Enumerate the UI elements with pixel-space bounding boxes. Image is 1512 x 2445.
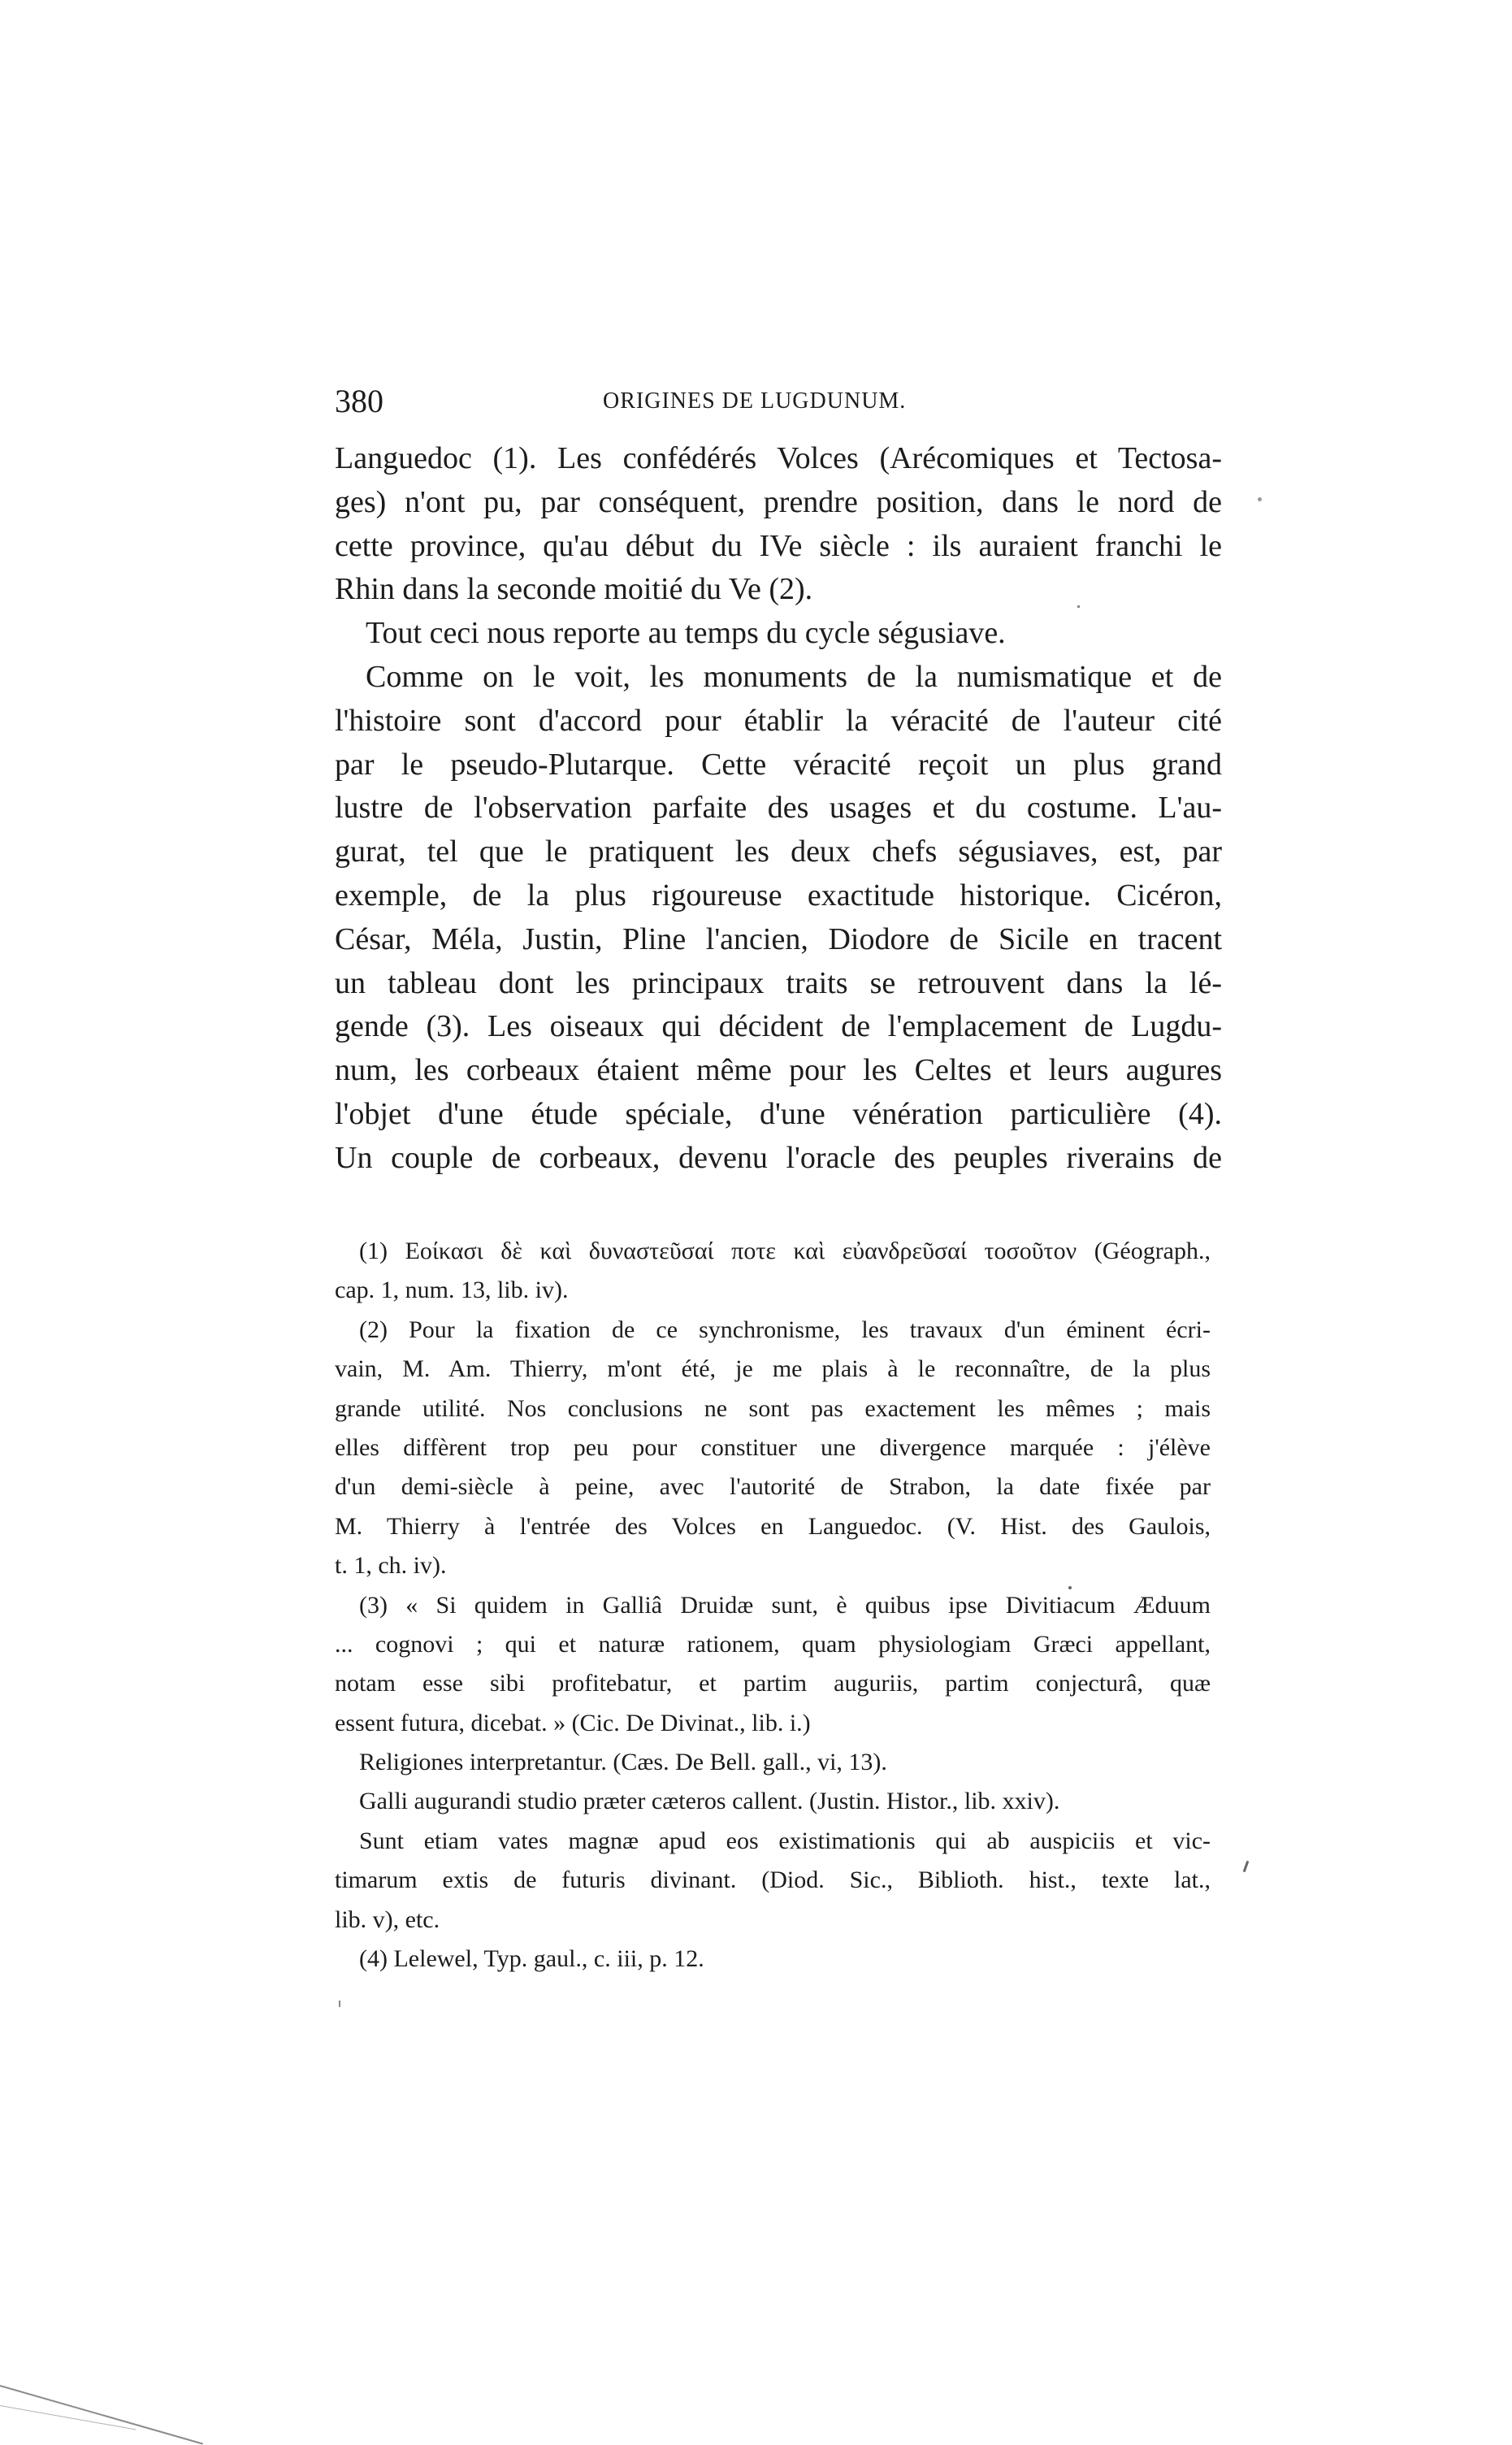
text-line: Comme on le voit, les monuments de la numismatique et de bbox=[366, 659, 1222, 694]
text-line: ges) n'ont pu, par conséquent, prendre position, dans le nord de bbox=[335, 484, 1222, 519]
page-scratch bbox=[0, 2385, 203, 2445]
footnote-line: d'un demi-siècle à peine, avec l'autorité de Strabon, la date fixée par bbox=[335, 1473, 1211, 1501]
text-line: l'objet d'une étude spéciale, d'une vénération particulière (4). bbox=[335, 1096, 1222, 1131]
ink-speck bbox=[1068, 1586, 1072, 1589]
text-line: Languedoc (1). Les confédérés Volces (Arécomiques et Tectosa- bbox=[335, 441, 1222, 475]
footnote-line: (1) Εοίκασι δὲ καὶ δυναστεῦσαί ποτε καὶ εὐανδρεῦσαί τοσοῦτον (Géograph., bbox=[359, 1238, 1211, 1264]
text-line: gurat, tel que le pratiquent les deux chefs ségusiaves, est, par bbox=[335, 835, 1222, 869]
ink-speck bbox=[1243, 1861, 1250, 1872]
text-line: Tout ceci nous reporte au temps du cycle ségusiave. bbox=[366, 616, 1006, 651]
footnote-line: timarum extis de futuris divinant. (Diod. Sic., Biblioth. hist., texte lat., bbox=[335, 1866, 1211, 1894]
footnote-line: t. 1, ch. iv). bbox=[335, 1552, 447, 1580]
ink-speck bbox=[339, 2001, 340, 2007]
footnote-line: cap. 1, num. 13, lib. iv). bbox=[335, 1277, 569, 1304]
ink-speck bbox=[1077, 605, 1080, 608]
footnote-line: (3) « Si quidem in Galliâ Druidæ sunt, è quibus ipse Divitiacum Æduum bbox=[359, 1591, 1211, 1619]
footnote-line: ... cognovi ; qui et naturæ rationem, quam physiologiam Græci appellant, bbox=[335, 1630, 1211, 1658]
footnote-line: M. Thierry à l'entrée des Volces en Languedoc. (V. Hist. des Gaulois, bbox=[335, 1512, 1211, 1540]
text-line: un tableau dont les principaux traits se retrouvent dans la lé- bbox=[335, 965, 1222, 1000]
footnote-line: essent futura, dicebat. » (Cic. De Divinat., lib. i.) bbox=[335, 1709, 811, 1736]
text-line: exemple, de la plus rigoureuse exactitude historique. Cicéron, bbox=[335, 878, 1222, 913]
footnote-line: lib. v), etc. bbox=[335, 1905, 440, 1933]
text-line: l'histoire sont d'accord pour établir la véracité de l'auteur cité bbox=[335, 703, 1222, 738]
text-line: lustre de l'observation parfaite des usages et du costume. L'au- bbox=[335, 791, 1222, 826]
ink-speck bbox=[1258, 497, 1262, 501]
text-line: num, les corbeaux étaient même pour les Celtes et leurs augures bbox=[335, 1053, 1222, 1088]
text-line: gende (3). Les oiseaux qui décident de l'emplacement de Lugdu- bbox=[335, 1009, 1222, 1044]
footnote-line: Galli augurandi studio præter cæteros callent. (Justin. Histor., lib. xxiv). bbox=[359, 1788, 1060, 1815]
footnote-line: (2) Pour la fixation de ce synchronisme, les travaux d'un éminent écri- bbox=[359, 1316, 1211, 1343]
footnote-line: notam esse sibi profitebatur, et partim auguriis, partim conjecturâ, quæ bbox=[335, 1670, 1211, 1697]
running-title: ORIGINES DE LUGDUNUM. bbox=[603, 388, 907, 414]
main-text bbox=[335, 437, 1222, 1181]
footnote-line: elles diffèrent trop peu pour constituer une divergence marquée : j'élève bbox=[335, 1433, 1211, 1461]
footnote-line: (4) Lelewel, Typ. gaul., c. iii, p. 12. bbox=[359, 1945, 704, 1973]
text-line: Rhin dans la seconde moitié du Ve (2). bbox=[335, 572, 813, 607]
footnote-line: Sunt etiam vates magnæ apud eos existimationis qui ab auspiciis et vic- bbox=[359, 1827, 1211, 1854]
footnote-line: vain, M. Am. Thierry, m'ont été, je me plais à le reconnaître, de la plus bbox=[335, 1355, 1211, 1383]
page-number: 380 bbox=[335, 383, 383, 419]
footnotes bbox=[335, 1232, 1211, 1979]
text-line: César, Méla, Justin, Pline l'ancien, Diodore de Sicile en tracent bbox=[335, 921, 1222, 956]
text-line: par le pseudo-Plutarque. Cette véracité reçoit un plus grand bbox=[335, 747, 1222, 782]
page-header bbox=[335, 382, 1228, 431]
text-line: cette province, qu'au début du IVe siècle : ils auraient franchi le bbox=[335, 528, 1222, 563]
footnote-line: Religiones interpretantur. (Cæs. De Bell. gall., vi, 13). bbox=[359, 1749, 887, 1776]
footnote-line: grande utilité. Nos conclusions ne sont pas exactement les mêmes ; mais bbox=[335, 1394, 1211, 1422]
text-line: Un couple de corbeaux, devenu l'oracle des peuples riverains de bbox=[335, 1140, 1222, 1175]
